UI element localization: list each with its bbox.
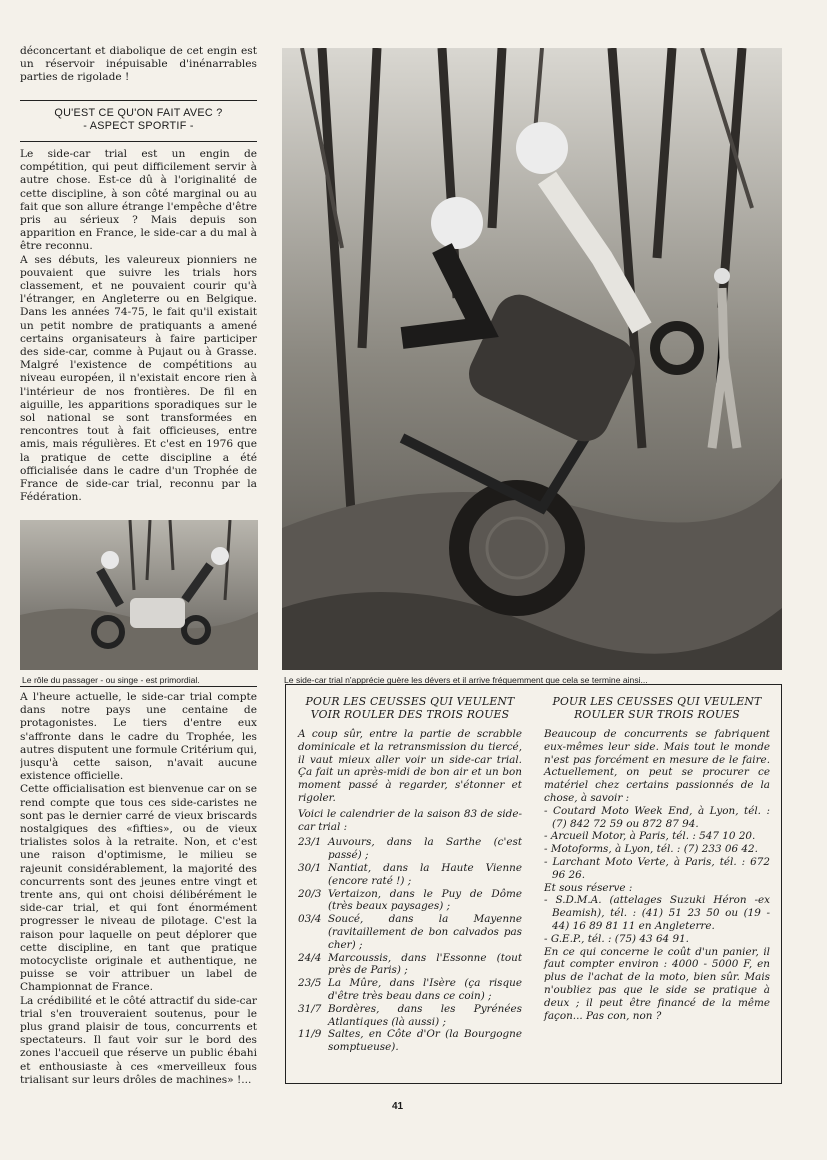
shop-item: - Coutard Moto Week End, à Lyon, tél. : (7) 842 72 59 ou 872 87 94. [544,804,770,830]
info-box-left-heading-line1: POUR LES CEUSSES QUI VEULENT [305,695,515,708]
section-heading-line2: - ASPECT SPORTIF - [83,120,194,132]
calendar-item [298,952,522,978]
info-box-right-heading [544,695,770,721]
calendar-item [298,977,522,1003]
reserve-item: - G.E.P., tél. : (75) 43 64 91. [544,932,689,945]
column1-text [20,148,257,516]
calendar-venue: Nantiat, dans la Haute Vienne (encore raté !) ; [328,861,522,887]
info-box-right-heading-line2: ROULER SUR TROIS ROUES [574,708,740,721]
intro-paragraph: déconcertant et diabolique de cet engin est un réservoir inépuisable d'inénarrables parties de rigolade ! [20,45,257,84]
calendar-venue: Auvours, dans la Sarthe (c'est passé) ; [328,836,522,862]
calendar-venue: Vertaizon, dans le Puy de Dôme (très beaux paysages) ; [328,887,522,913]
calendar-venue: Marcoussis, dans l'Essonne (tout près de Paris) ; [328,951,522,977]
reserve-item: - S.D.M.A. (attelages Suzuki Héron -ex Beamish), tél. : (41) 51 23 50 ou (19 - 44) 16 89 81 11 en Angleterre. [544,894,770,932]
reserve-intro: Et sous réserve : [544,881,633,894]
calendar-date: 24/4 [298,951,322,964]
calendar-date: 23/5 [298,977,322,990]
large-photo [282,48,782,670]
calendar-item [298,888,522,914]
calendar-item [298,836,522,862]
sidecar-crash-photo-image [282,48,782,670]
section-heading [20,107,257,133]
calendar-date: 30/1 [298,861,322,874]
column1-paragraph: A ses débuts, les valeureux pionniers ne pouvaient que suivre les trials hors classement, et ne pouvaient courir qu'à l'étranger, en Angleterre ou en Belgique. Dans les années 74-75, le fait qu'il existait un petit nombre de pratiquants a amené certains organisateurs à faire participer des side-car, comme à Pujaut ou à Grasse. Malgré l'existence de compétitions au niveau européen, il n'existait encore rien à l'intérieur de nos frontières. De fil en aiguille, les apparitions sporadiques sur le sol national se sont transformées en rencontres tout à fait officieuses, entre amis, mais régulières. Et c'est en 1976 que la pratique de cette discipline a été officialisée dans le cadre d'un Trophée de France de side-car trial, reconnu par la Fédération. [20,253,257,504]
caption-rule [20,686,257,687]
shop-item: - Arcueil Motor, à Paris, tél. : 547 10 20. [544,830,756,843]
calendar-date: 31/7 [298,1002,322,1015]
info-box-left-column [298,695,522,1054]
page-number: 41 [392,1101,404,1112]
heading-rule-top [20,100,257,101]
calendar-date: 11/9 [298,1028,322,1041]
calendar-venue: Soucé, dans la Mayenne (ravitaillement de bon calvados pas cher) ; [328,913,522,951]
column1-paragraph: Le side-car trial est un engin de compétition, qui peut difficilement servir à autre chose. Est-ce dû à l'originalité de cette discipline, à son côté marginal ou au fait que son allure étrange l'empêche d'être pris au sérieux ? Mais depuis son apparition en France, le side-car a du mal à être reconnu. [20,148,257,253]
calendar-intro: Voici le calendrier de la saison 83 de side-car trial : [298,807,522,833]
calendar-venue: La Mûre, dans l'Isère (ça risque d'être très beau dans ce coin) ; [328,977,522,1002]
calendar-item [298,1003,522,1029]
calendar-venue: Saltes, en Côte d'Or (la Bourgogne somptueuse). [328,1028,522,1054]
calendar-item [298,913,522,951]
calendar-venue: Bordères, dans les Pyrénées Atlantiques (là aussi) ; [328,1002,522,1028]
calendar-item [298,862,522,888]
info-box-right-intro: Beaucoup de concurrents se fabriquent eux-mêmes leur side. Mais tout le monde n'est pas forcément en mesure de le faire. Actuellement, on peut se procurer ce matériel chez certains passionnés de la chose, à savoir : [544,728,770,804]
column1-bottom-paragraph: La crédibilité et le côté attractif du side-car trial s'en trouveraient soutenus, pour le plus grand plaisir de tous, concurrents et spectateurs. Il faut voir sur le bord des zones l'accueil que réserve un public ébahi et enthousiaste à ces «merveilleux fous trialisant sur leurs drôles de machines» !... [20,994,257,1086]
column1-bottom-paragraph: A l'heure actuelle, le side-car trial compte dans notre pays une centaine de protagonistes. Le tiers d'entre eux s'affronte dans le cadre du Trophée, les autres disputent une formule Critérium qui, jusqu'à cette saison, n'avait aucune existence officielle. [20,691,257,783]
small-photo-caption: Le rôle du passager - ou singe - est primordial. [22,675,200,685]
sidecar-photo-image [20,520,258,670]
calendar-date: 03/4 [298,913,322,926]
column1-bottom-text [20,691,257,1091]
calendar-date: 20/3 [298,887,322,900]
info-box-left-intro: A coup sûr, entre la partie de scrabble dominicale et la retransmission du tiercé, il vaut mieux aller voir un side-car trial. Ça fait un après-midi de bon air et un bon moment passé à regarder, s'étonner et rigoler. [298,728,522,804]
intro-text [20,45,257,85]
shop-item: - Motoforms, à Lyon, tél. : (7) 233 06 42. [544,843,758,856]
calendar-list [298,836,522,1054]
shop-item: - Larchant Moto Verte, à Paris, tél. : 672 96 26. [544,855,770,881]
heading-rule-bottom [20,141,257,142]
info-box-right-outro: En ce qui concerne le coût d'un panier, il faut compter environ : 4000 - 5000 F, en plus de l'achat de la moto, bien sûr. Mais n'oubliez pas que le side se pratique à deux ; il peut être financé de la même façon... Pas con, non ? [544,945,770,1022]
column1-bottom-paragraph: Cette officialisation est bienvenue car on se rend compte que tous ces side-caristes ne sont pas le dernier carré de vieux briscards nostalgiques des «fifties», ou de vieux trialistes solos à la retraite. Non, et c'est une raison d'optimisme, le milieu se rajeunit considérablement, la majorité des concurrents sont des jeunes entre vingt et trente ans, qui ont choisi délibérément le side-car trial, et qui font énormément progresser le niveau de pilotage. C'est la raison pour laquelle on peut déplorer que cette discipline, en tant que pratique motocycliste originale et authentique, ne puisse se voir attribuer un label de Championnat de France. [20,783,257,994]
info-box-left-heading [298,695,522,721]
large-photo-caption: Le side-car trial n'apprécie guère les dévers et il arrive fréquemment que cela se termine ainsi... [284,675,648,685]
calendar-item [298,1028,522,1054]
section-heading-line1: QU'EST CE QU'ON FAIT AVEC ? [54,107,223,119]
calendar-date: 23/1 [298,836,322,849]
info-box-right-column [544,695,770,1022]
info-box-left-heading-line2: VOIR ROULER DES TROIS ROUES [310,708,510,721]
info-box-right-heading-line1: POUR LES CEUSSES QUI VEULENT [552,695,762,708]
small-photo [20,520,258,670]
info-box [285,684,782,1084]
